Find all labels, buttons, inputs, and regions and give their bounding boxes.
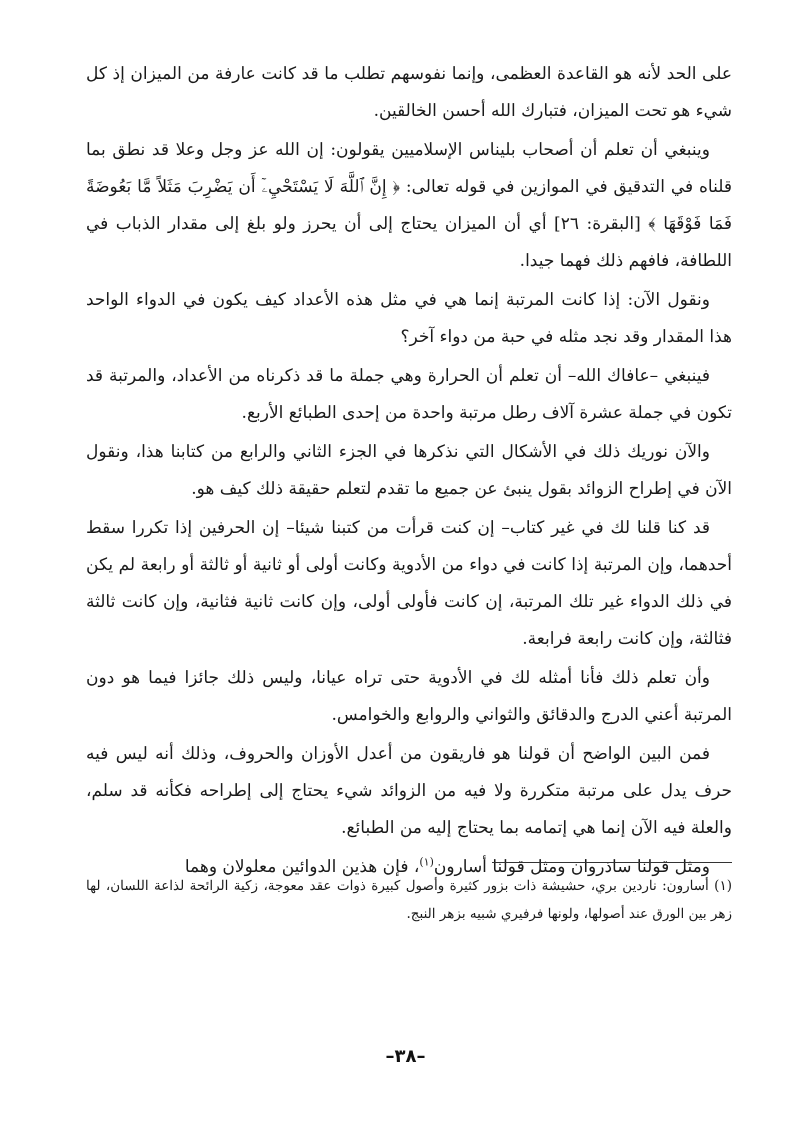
paragraph-4: فينبغي –عافاك الله– أن تعلم أن الحرارة وهي جملة ما قد ذكرناه من الأعداد، والمرتبة قد تكون في جملة عشرة آلاف رطل مرتبة واحدة من إحدى الطبائع الأربع. [86,366,732,423]
paragraph-2: وينبغي أن تعلم أن أصحاب بليناس الإسلاميين يقولون: إن الله عز وجل وعلا قد نطق بما قلناه في التدقيق في الموازين في قوله تعالى: ﴿ إِنَّ ٱللَّهَ لَا يَسْتَحْيِۦٓ أَن يَضْرِبَ مَثَلاً مَّا بَعُوضَةً فَمَا فَوْقَهَا ﴾ [البقرة: ٢٦] أي أن الميزان يحتاج إلى أن يحرز ولو بلغ إلى مقدار الذباب في اللطافة، فافهم ذلك فهما جيدا. [86,140,732,271]
page-number: –٣٨– [385,1046,426,1067]
footnote-separator [492,862,732,863]
footnotes [86,872,732,928]
paragraph-3: ونقول الآن: إذا كانت المرتبة إنما هي في مثل هذه الأعداد كيف يكون في الدواء الواحد هذا المقدار وقد نجد مثله في حبة من دواء آخر؟ [86,290,732,347]
paragraph-7: وأن تعلم ذلك فأنا أمثله لك في الأدوية حتى تراه عيانا، وليس ذلك جائزا فيما هو دون المرتبة أعني الدرج والدقائق والثواني والروابع والخوامس. [86,668,732,725]
footnote-1: (١) أسارون: ناردين بري، حشيشة ذات بزور كثيرة وأصول كبيرة ذوات عقد معوجة، زكية الرائحة لذاعة اللسان، لها زهر بين الورق عند أصولها، ولونها فرفيري شبيه بزهر النبج. [86,878,732,922]
paragraph-9-text: ومثل قولنا ساذروان ومثل قولنا أسارون [433,857,710,877]
paragraph-8: فمن البين الواضح أن قولنا هو فاريقون من أعدل الأوزان والحروف، وذلك أنه ليس فيه حرف يدل على مرتبة متكررة ولا فيه من الزوائد شيء يحتاج إلى إطراحه فكأنه قد سلم، والعلة فيه الآن إنما هي إتمامه بما يحتاج إليه من الطبائع. [86,744,732,838]
paragraph-1: على الحد لأنه هو القاعدة العظمى، وإنما نفوسهم تطلب ما قد كانت عارفة من الميزان إذ كل شيء هو تحت الميزان، فتبارك الله أحسن الخالقين. [86,64,732,121]
footnote-marker: (١) [419,855,434,869]
paragraph-6: قد كنا قلنا لك في غير كتاب– إن كنت قرأت من كتبنا شيئا– إن الحرفين إذا تكررا سقط أحدهما، وإن المرتبة إذا كانت في دواء من الأدوية وكانت أولى أو ثانية أو ثالثة أو رابعة لم يكن في ذلك الدواء غير تلك المرتبة، إن كانت فأولى أولى، وإن كانت ثانية فثانية، وإن كانت ثالثة فثالثة، وإن كانت رابعة فرابعة. [86,518,732,649]
main-text [86,56,732,888]
paragraph-5: والآن نوريك ذلك في الأشكال التي نذكرها في الجزء الثاني والرابع من كتابنا هذا، ونقول الآن في إطراح الزوائد بقول ينبئ عن جميع ما تقدم لتعلم حقيقة ذلك كيف هو. [86,442,732,499]
paragraph-9-tail: ، فإن هذين الدوائين معلولان وهما [184,857,420,877]
